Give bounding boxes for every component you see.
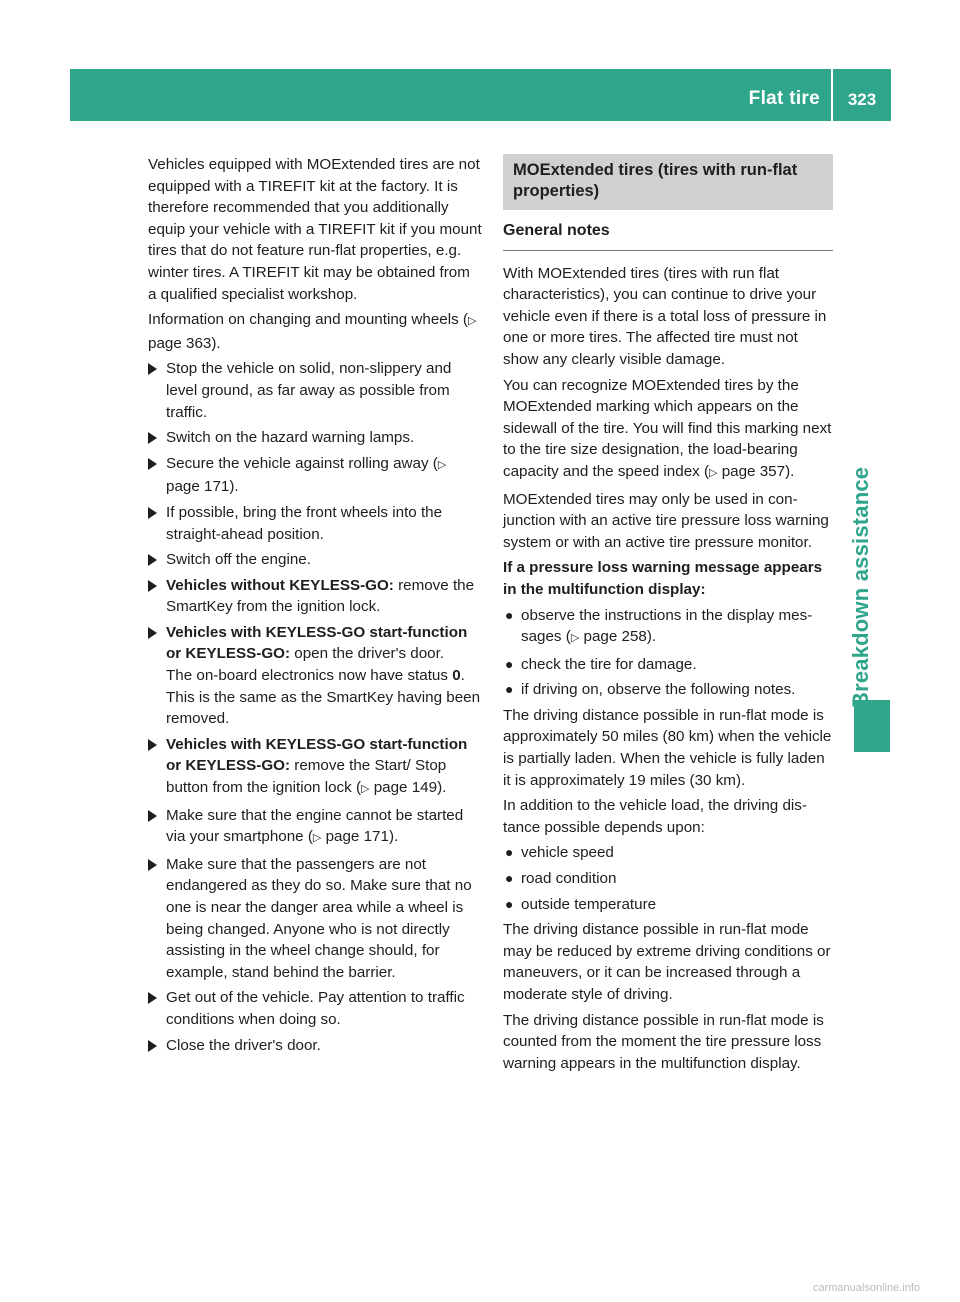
list-item: ● check the tire for damage. — [503, 654, 833, 676]
step-arrow-icon — [148, 554, 157, 566]
step-item: Vehicles with KEYLESS-GO start-function or KEYLESS-GO: open the driver's door. The on-board electronics now have status 0. This is the same as the SmartKey having been removed. — [148, 622, 482, 730]
page-ref-icon: ▷ — [361, 783, 370, 796]
bullet-icon: ● — [505, 870, 514, 887]
left-column — [148, 154, 482, 1060]
step-item: Close the driver's door. — [148, 1035, 482, 1057]
page-ref-link[interactable]: page 171 — [166, 478, 230, 496]
step-arrow-icon — [148, 810, 157, 822]
step-arrow-icon — [148, 739, 157, 751]
step-item: Get out of the vehicle. Pay attention to traffic conditions when doing so. — [148, 987, 482, 1030]
step-item: Vehicles without KEYLESS-GO: remove the SmartKey from the ignition lock. — [148, 575, 482, 618]
page-ref-link[interactable]: page 258 — [583, 628, 647, 646]
page-ref-link[interactable]: page 357 — [721, 462, 786, 480]
bullet-icon: ● — [505, 681, 514, 698]
paragraph: MOExtended tires may only be used in conjunction with an active tire pressure loss warning system or with an active tire pressure monitor. — [503, 490, 829, 551]
step-item: Switch on the hazard warning lamps. — [148, 427, 482, 449]
intro-paragraph: Vehicles equipped with MOExtended tires are not equipped with a TIREFIT kit at the factory. It is therefore recommended that you additionally equip your vehicle with a TIREFIT kit if you mount tires that do not feature run-flat properties, e.g. winter tires. A TIREFIT kit may be obtained from a qualified specialist workshop. — [148, 156, 482, 303]
step-arrow-icon — [148, 507, 157, 519]
step-item: Make sure that the engine cannot be started via your smartphone (▷ page 171). — [148, 805, 482, 850]
paragraph: The driving distance possible in run-flat mode is approximately 50 miles (80 km) when the vehicle is partially laden. When the vehicle is fully laden it is approximately 19 miles (30 km). — [503, 706, 832, 789]
list-item: ● road condition — [503, 868, 833, 890]
info-paragraph: Information on changing and mounting wheels (▷ page 363). — [148, 311, 477, 352]
step-arrow-icon — [148, 1040, 157, 1052]
page-ref-link[interactable]: page 149 — [373, 779, 438, 797]
step-item: Secure the vehicle against rolling away (▷ page 171). — [148, 453, 482, 498]
page-number: 323 — [847, 90, 877, 109]
paragraph: The driving distance possible in run-flat mode may be reduced by extreme driving conditions or maneuvers, or it can be increased through a moderate style of driving. — [503, 921, 831, 1003]
right-column — [503, 154, 833, 1078]
page-ref-icon: ▷ — [709, 466, 718, 479]
step-arrow-icon — [148, 363, 157, 375]
paragraph: In addition to the vehicle load, the driving distance possible depends upon: — [503, 797, 807, 836]
list-item: ● if driving on, observe the following notes. — [503, 679, 833, 701]
step-arrow-icon — [148, 859, 157, 871]
page-ref-icon: ▷ — [312, 832, 322, 845]
paragraph: You can recognize MOExtended tires by the MOExtended marking which appears on the sidewall of the tire. You will find this marking next to the tire size designation, the load-bearing capacity and the speed index (▷ page 357). — [503, 376, 832, 480]
step-item: Stop the vehicle on solid, non-slippery and level ground, as far away as possible from traffic. — [148, 358, 482, 423]
watermark: carmanualsonline.info — [812, 1282, 920, 1294]
paragraph: With MOExtended tires (tires with run flat characteristics), you can continue to drive your vehicle even if there is a total loss of pressure in one or more tires. The affected tire must not show any clearly visible damage. — [503, 264, 827, 368]
bullet-icon: ● — [505, 895, 514, 912]
bullet-icon: ● — [505, 655, 514, 672]
page-ref-icon: ▷ — [437, 458, 447, 471]
page-ref-link[interactable]: page 363 — [148, 334, 212, 352]
step-arrow-icon — [148, 992, 157, 1004]
step-item: If possible, bring the front wheels into the straight-ahead position. — [148, 502, 482, 545]
step-arrow-icon — [148, 580, 157, 592]
step-item: Make sure that the passengers are not endangered as they do so. Make sure that no one is near the danger area while a wheel is being changed. Anyone who is not directly assisting in the wheel change should, for example, stand behind the barrier. — [148, 854, 482, 984]
step-item: Switch off the engine. — [148, 549, 482, 571]
page-ref-icon: ▷ — [467, 315, 477, 328]
bullet-icon: ● — [505, 844, 514, 861]
list-item: ● outside temperature — [503, 894, 833, 916]
step-arrow-icon — [148, 627, 157, 639]
list-item: ● vehicle speed — [503, 842, 833, 864]
section-side-label: Breakdown assistance — [848, 466, 873, 708]
page-title: Flat tire — [748, 88, 820, 109]
step-arrow-icon — [148, 458, 157, 470]
page-ref-icon: ▷ — [570, 632, 580, 645]
subsection-heading: General notes — [503, 216, 833, 251]
list-item: ● observe the instructions in the display messages (▷ page 258). — [505, 606, 813, 646]
bullet-icon: ● — [505, 606, 514, 623]
step-item: Vehicles with KEYLESS-GO start-function or KEYLESS-GO: remove the Start/ Stop button from the ignition lock (▷ page 149). — [148, 734, 482, 801]
section-heading: MOExtended tires (tires with run-flat properties) — [503, 154, 833, 210]
paragraph: The driving distance possible in run-flat mode is counted from the moment the tire pressure loss warning appears in the multifunction display. — [503, 1011, 824, 1072]
warning-heading: If a pressure loss warning message appears in the multifunction display: — [503, 559, 823, 598]
step-arrow-icon — [148, 432, 157, 444]
page-ref-link[interactable]: page 171 — [325, 828, 389, 846]
